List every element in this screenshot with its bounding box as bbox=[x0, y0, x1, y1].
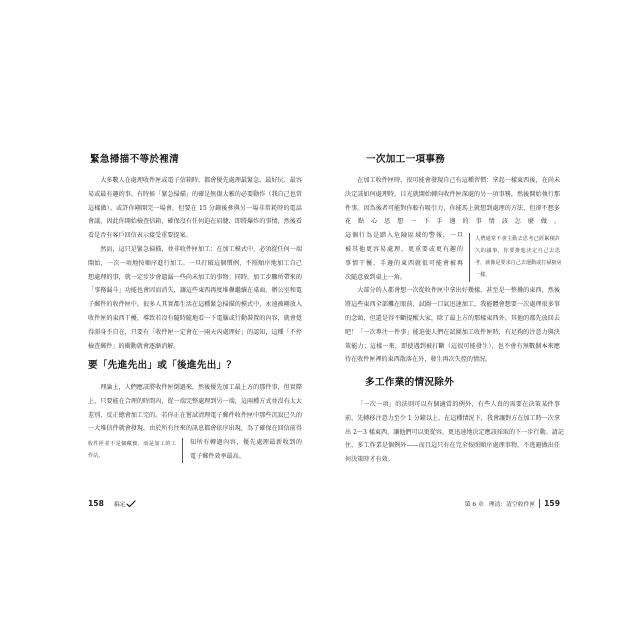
text-line: 將這些東西全部攤在眼前，試圖一口氣迅速加工，我能體會想要一次處理很多事 bbox=[345, 301, 560, 309]
text-line: 被其他更容易處理、更重要或更有趣的 bbox=[345, 245, 463, 253]
text-line: 電子郵件效率最高。 bbox=[190, 452, 245, 460]
section-heading: 一次加工一項事務 bbox=[366, 154, 446, 165]
section-heading: 多工作業的情況除外 bbox=[365, 377, 455, 388]
pull-quote bbox=[88, 438, 176, 462]
pull-quote bbox=[475, 233, 560, 281]
text-line: 得渾身不自在，只要有「收件匣一定會在一兩天內處理好」的認知，這種「不停 bbox=[88, 328, 302, 336]
pull-quote-rule bbox=[469, 233, 470, 282]
text-line: 收件匣的東西干擾，導致若沒有隨時隨地看一下電腦或行動裝置的內容，就會覺 bbox=[88, 314, 302, 322]
page-number: 159 bbox=[544, 499, 560, 508]
paragraph bbox=[88, 174, 302, 243]
text-line: 這個行為是踏入危險區域的警報，一旦 bbox=[345, 232, 463, 240]
text-line: 一大堆信件就會發現，由於所有往來的訊息都會依序出現，為了確保在回信前得 bbox=[88, 425, 302, 433]
paragraph bbox=[345, 284, 560, 367]
page-footer bbox=[88, 499, 136, 508]
text-line: 想處理的事，就一定步步會遺漏一些尚未加工的事物；同時，加工步驟所帶來的 bbox=[88, 273, 302, 281]
text-line: 次隨意放到桌上一角。 bbox=[345, 273, 406, 281]
text-line: 「一次一項」的法則可以有個適當的例外，有些人真的需要在決策某件事 bbox=[357, 401, 560, 408]
section-heading: 緊急掃描不等於裡清 bbox=[90, 154, 180, 165]
paragraph bbox=[88, 243, 302, 353]
paragraph bbox=[345, 174, 560, 229]
text-line: 檢查郵件」的衝動就會逐漸消解。 bbox=[88, 342, 180, 350]
page-footer bbox=[465, 499, 560, 508]
text-line: 吧！「一次專注一件事」能迫使人們在試圖加工收件匣時，有足夠的注意力與決 bbox=[345, 328, 560, 336]
text-line: 的念頭，但還是得不斷提醒大家，除了最上方的那樣東西外，其他的都先放回去 bbox=[345, 314, 560, 322]
page-number: 158 bbox=[88, 499, 104, 508]
text-line: 待在收件匣裡的東西散落在外，發生再次失控的情況。 bbox=[345, 356, 492, 364]
pull-quote-rule bbox=[182, 438, 183, 463]
text-line: 會議，因此你開始檢查信箱，確保沒有任何迫在眉睫、即將爆炸的事情，然後看 bbox=[88, 218, 302, 226]
text-line: 策能力；這樣一來，即使遇到被打斷（這很可能發生），也不會有無數個本來應 bbox=[345, 342, 560, 350]
text-line: 人們通常不會主動去思考已經累積許 bbox=[475, 236, 560, 242]
text-line: 大多數人在處理收件匣或電子信箱時，都會優先處理最緊急、最好玩、最容 bbox=[100, 177, 302, 184]
text-line: 久的議事，你要推進決定自己去思 bbox=[475, 248, 560, 254]
text-line: 出 2～3 樣東西，讓他們可以更從容，更迅速地決定應該採取的下一步行動。請記 bbox=[345, 428, 564, 436]
text-line: 然而，這只是緊急掃描，並非收件匣加工；在加工模式中，必須從任何一端 bbox=[100, 246, 302, 253]
text-line: 作站。 bbox=[88, 453, 104, 459]
right-page bbox=[320, 0, 640, 640]
text-line: 上，只要能在合理的時間內，從一端完整處理到另一端，這兩種方式並沒有太大 bbox=[88, 397, 302, 405]
chapter-label: 第 6 章 bbox=[464, 502, 484, 508]
section-heading: 要「先進先出」或「後進先出」？ bbox=[88, 360, 237, 371]
text-line: 件事。因為後者可能對你較有吸引力，你能馬上就想到處理的方法，但卻不想多 bbox=[345, 204, 560, 212]
text-line: 子郵件的收件匣中。很多人其實都生活在這種緊急掃描的模式中，永遠被剛放入 bbox=[88, 301, 302, 309]
text-line: 決定該如何處理時，目光就開始轉向收件匣深處的另一項事務，然後開始執行那 bbox=[345, 190, 560, 198]
text-line: 易或最有趣的事。有時候「緊急掃描」的確是無傷大雅的必要動作（我自己也常 bbox=[88, 190, 302, 198]
paragraph bbox=[345, 398, 564, 467]
text-line: 大部分的人都會想一次從收件匣中拿出好幾樣，甚至是一整疊的東西，然後 bbox=[357, 287, 560, 295]
text-line: 前，先轉移注意力至少 1 分鐘以上。在這種情況下，我會讓對方在加工時一次拿 bbox=[345, 414, 560, 422]
paragraph-continued bbox=[345, 229, 463, 284]
paragraph-continued bbox=[190, 436, 302, 464]
paragraph bbox=[88, 381, 302, 436]
text-line: 開始，一次一項地按順序進行加工。一旦打破這個慣例，不照順序地加工自己 bbox=[88, 259, 302, 267]
text-line: 在加工收件匣時，很可能會發現自己有這種習慣：拿起一樣東西後，在尚未 bbox=[357, 177, 560, 184]
checkmark-icon bbox=[126, 500, 136, 508]
text-line: 一樣。 bbox=[475, 272, 491, 278]
book-title: 搞定 bbox=[113, 502, 126, 508]
text-line: 事情干擾，手邊的東西就很可能會被再 bbox=[345, 259, 463, 267]
text-line: 收件匣並不是個藏寶，而是加工的工 bbox=[88, 441, 176, 447]
text-line: 何決策時才有效。 bbox=[345, 456, 394, 464]
text-line: 理論上，人們應該將收件匣倒過來，然後優先加工最上方的那件事，但實際 bbox=[100, 384, 302, 391]
text-line: 看是否有客戶回信表示接受重要提案。 bbox=[88, 232, 192, 240]
text-line: 知所有轉過內容，優先處理最新收到的 bbox=[190, 439, 302, 447]
text-line: 花點心思想一下手邊的事情該怎麼做。 bbox=[345, 218, 560, 226]
text-line: 「事務漏斗」功能也會因而消失，讓這些東西再度堆疊繼續在桌面、辦公室和電 bbox=[88, 287, 302, 295]
text-line: 住，多工作業是個例外——而且這只有在完全按照順序處理事物，不逃避做出任 bbox=[345, 442, 560, 450]
text-line: 考，就像是要求自己去運動或打掃廚房 bbox=[475, 260, 562, 266]
text-line: 差別，反正總會加工完的。若你正在嘗試清理電子郵件收件匣中那些沉寂已久的 bbox=[88, 411, 302, 419]
text-line: 這樣做）。或許你剛開完一場會，但要在 15 分鐘後參與另一場非常耗時的電話 bbox=[88, 204, 302, 212]
chapter-title: 理清：清空收件匣 bbox=[489, 499, 540, 508]
